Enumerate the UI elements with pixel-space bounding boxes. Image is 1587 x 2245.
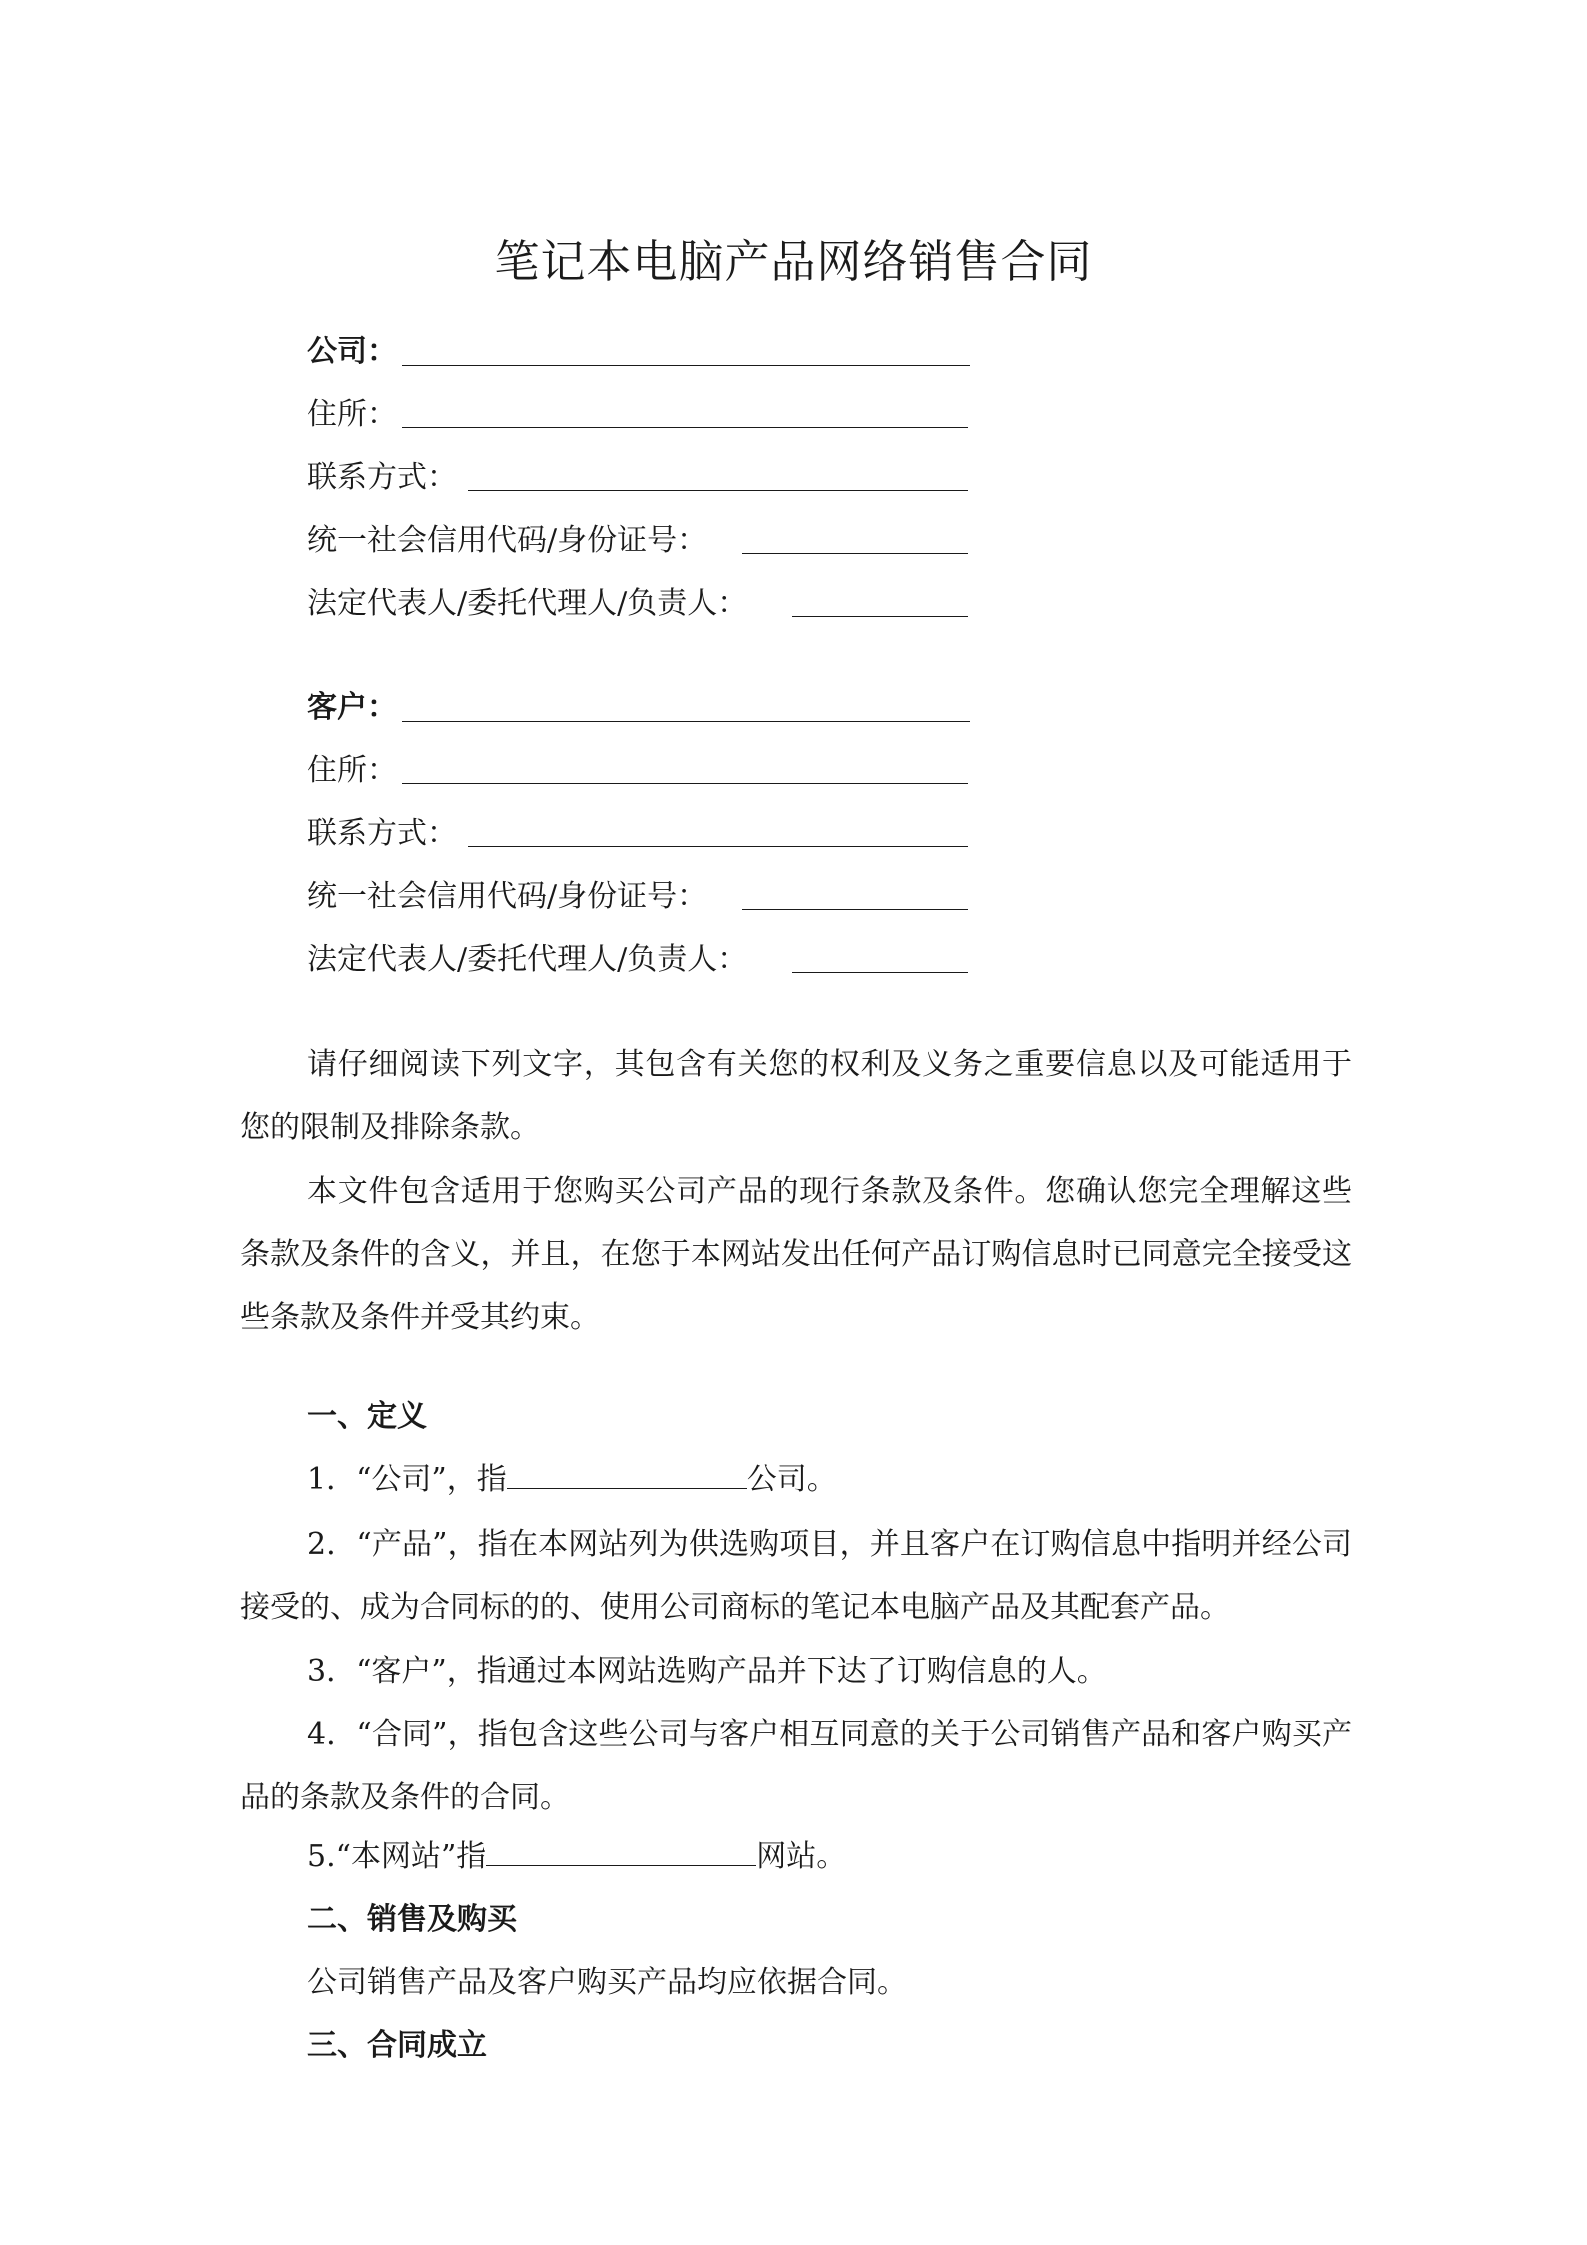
company-representative-field [307,584,747,624]
intro-paragraph-2: 本文件包含适用于您购买公司产品的现行条款及条件。您确认您完全理解这些条款及条件的含义，并且，在您于本网站发出任何产品订购信息时已同意完全接受这些条款及条件并受其约束。 [240,1174,1352,1335]
definition-product: 2．“产品”，指在本网站列为供选购项目，并且客户在订购信息中指明并经公司接受的、成为合同标的的、使用公司商标的笔记本电脑产品及其配套产品。 [240,1527,1352,1625]
definition-contract: 4．“合同”，指包含这些公司与客户相互同意的关于公司销售产品和客户购买产品的条款及条件的合同。 [240,1717,1352,1815]
company-id-field [307,521,707,561]
definition-website-suffix: 网站。 [756,1839,847,1874]
company-id-blank [742,553,968,554]
definition-website-blank [486,1839,756,1866]
company-contact-blank [468,490,968,491]
field-label: 统一社会信用代码/身份证号： [307,523,708,558]
company-name-blank [402,365,970,366]
customer-id-field [307,877,707,917]
field-label: 公司： [307,334,397,369]
field-label: 统一社会信用代码/身份证号： [307,879,708,914]
field-label: 联系方式： [307,816,457,851]
customer-name-blank [402,721,970,722]
field-label: 住所： [307,753,397,788]
section-heading-sale-purchase: 二、销售及购买 [307,1902,517,1937]
definition-customer: 3．“客户”，指通过本网站选购产品并下达了订购信息的人。 [307,1654,1107,1689]
field-label: 法定代表人/委托代理人/负责人： [307,586,748,621]
customer-address-field [307,751,397,791]
company-name-field [307,332,397,372]
company-representative-blank [792,616,968,617]
definition-website-prefix: 5.“本网站”指 [307,1839,487,1874]
sale-purchase-body: 公司销售产品及客户购买产品均应依据合同。 [307,1965,907,2000]
field-label: 住所： [307,397,397,432]
field-label: 客户： [307,690,397,725]
customer-address-blank [402,783,968,784]
field-label: 法定代表人/委托代理人/负责人： [307,942,748,977]
definition-company-blank [507,1462,747,1489]
customer-representative-blank [792,972,968,973]
company-address-field [307,395,397,435]
company-address-blank [402,427,968,428]
customer-name-field [307,688,397,728]
company-contact-field [307,458,457,498]
definition-company [307,1460,837,1500]
document-title: 笔记本电脑产品网络销售合同 [494,235,1093,288]
section-heading-definitions: 一、定义 [307,1399,427,1434]
intro-paragraph-1: 请仔细阅读下列文字，其包含有关您的权利及义务之重要信息以及可能适用于您的限制及排除条款。 [240,1047,1352,1145]
section-heading-contract-formation: 三、合同成立 [307,2028,487,2063]
definition-company-suffix: 公司。 [746,1462,837,1497]
customer-contact-field [307,814,457,854]
customer-representative-field [307,940,747,980]
definition-website [307,1837,846,1877]
customer-contact-blank [468,846,968,847]
definition-company-prefix: 1．“公司”，指 [307,1462,507,1497]
customer-id-blank [742,909,968,910]
field-label: 联系方式： [307,460,457,495]
